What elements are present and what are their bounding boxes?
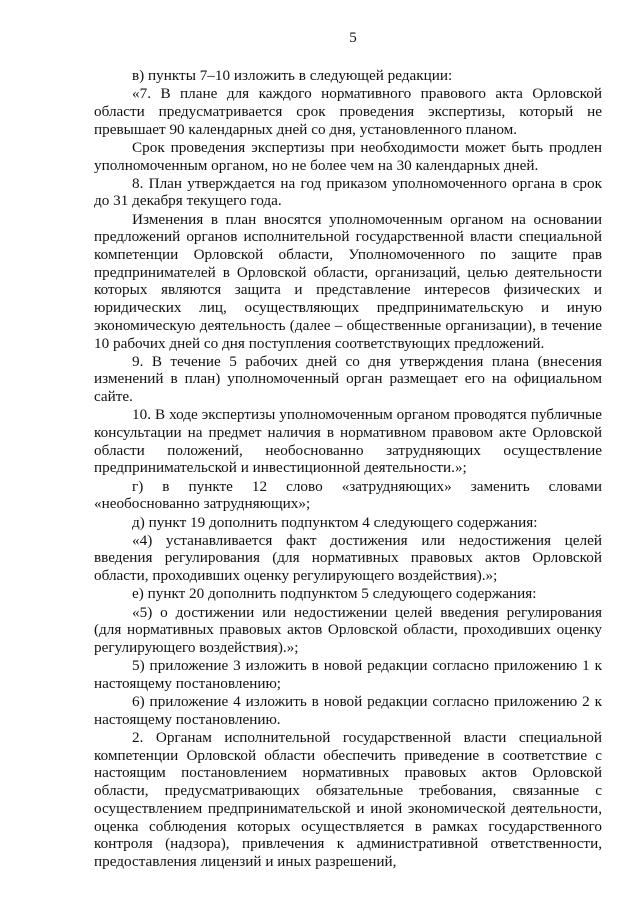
paragraph-item-d: д) пункт 19 дополнить подпунктом 4 следующего содержания: [132, 513, 538, 531]
paragraph-item-e: е) пункт 20 дополнить подпунктом 5 следующего содержания: [132, 585, 537, 603]
paragraph-item-5: 5) приложение 3 изложить в новой редакции согласно приложению 1 к настоящему постановлению; [94, 657, 602, 692]
paragraph-subitem-5: «5) о достижении или недостижении целей введения регулирования (для нормативных правовых актов Орловской области, проходивших оценку регулирующего воздействия).»; [94, 603, 602, 656]
paragraph-item-v: в) пункты 7–10 изложить в следующей редакции: [132, 67, 453, 84]
paragraph-plan-changes: Изменения в план вносятся уполномоченным органом на основании предложений органов исполнительной государственной власти специальной компетенции Орловской области, Уполномоченного по защите прав предпринимателей в Орловской области, организаций, целью деятельности которых являются защита и представление интересов физических и юридических лиц, осуществляющих предпринимательскую и иную экономическую деятельность (далее – общественные организации), в течение 10 рабочих дней со дня поступления соответствующих предложений. [94, 210, 602, 352]
page-number: 5 [349, 30, 357, 46]
paragraph-extension: Срок проведения экспертизы при необходимости может быть продлен уполномоченным органом, но не более чем на 30 календарных дней. [94, 138, 602, 174]
paragraph-item-g: г) в пункте 12 слово «затрудняющих» заменить словами «необоснованно затрудняющих»; [94, 477, 602, 513]
paragraph-point-7: «7. В плане для каждого нормативного правового акта Орловской области предусматривается срок проведения экспертизы, который не превышает 90 календарных дней со дня, установленного планом. [94, 85, 602, 138]
paragraph-point-9: 9. В течение 5 рабочих дней со дня утверждения плана (внесения изменений в план) уполномоченный орган размещает его на официальном сайте. [94, 352, 602, 406]
paragraph-item-6: 6) приложение 4 изложить в новой редакции согласно приложению 2 к настоящему постановлению. [94, 693, 602, 728]
paragraph-section-2: 2. Органам исполнительной государственной власти специальной компетенции Орловской области обеспечить приведение в соответствие с настоящим постановлением нормативных правовых актов Орловской области, предусматривающих обязательные требования, связанные с осуществлением предпринимательской и иной экономической деятельности, оценка соблюдения которых осуществляется в рамках государственного контроля (надзора), привлечения к административной ответственности, предоставления лицензий и иных разрешений, [94, 729, 602, 870]
paragraph-subitem-4: «4) устанавливается факт достижения или недостижения целей введения регулирования (для нормативных правовых актов Орловской области, проходивших оценку регулирующего воздействия).»; [94, 531, 602, 585]
paragraph-point-10: 10. В ходе экспертизы уполномоченным органом проводятся публичные консультации на предмет наличия в нормативном правовом акте Орловской области положений, необоснованно затрудняющих осуществление предпринимательской и инвестиционной деятельности.»; [94, 406, 602, 477]
paragraph-point-8: 8. План утверждается на год приказом уполномоченного органа в срок до 31 декабря текущего года. [94, 174, 602, 210]
